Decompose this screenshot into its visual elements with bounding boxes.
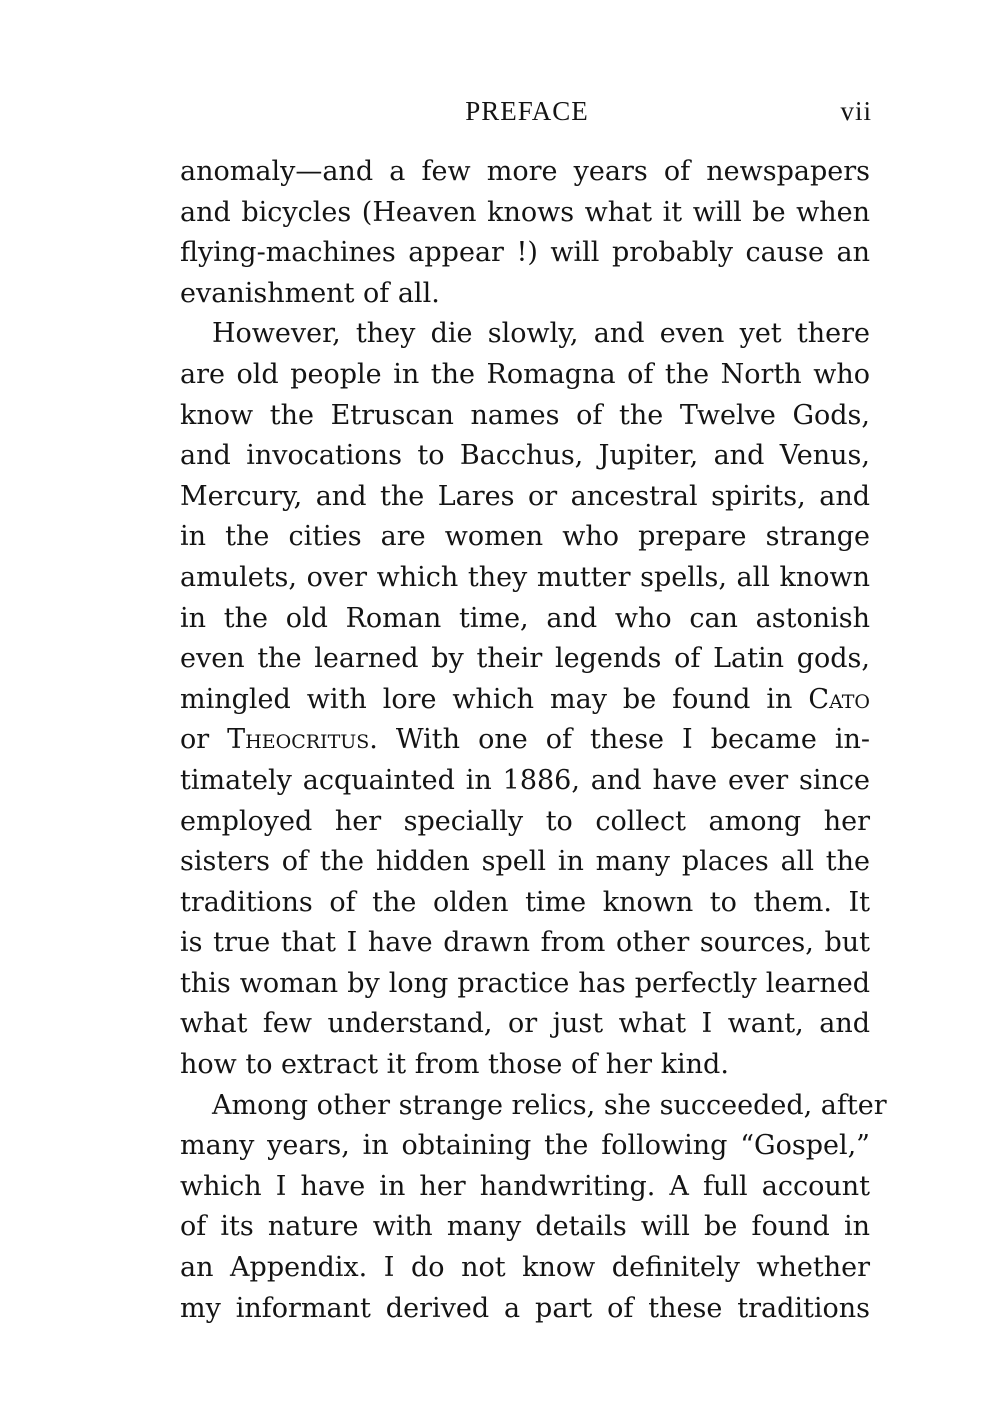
text-line: know the Etruscan names of the Twelve Gods, bbox=[180, 399, 870, 431]
text-line bbox=[180, 720, 870, 761]
text-line: traditions of the olden time known to them. It bbox=[180, 886, 870, 918]
running-header bbox=[180, 88, 874, 128]
text-line: of its nature with many details will be found in bbox=[180, 1211, 870, 1243]
author-name-cato: ato bbox=[829, 683, 870, 715]
text-line: an Appendix. I do not know definitely whether bbox=[180, 1252, 870, 1284]
text-line: even the learned by their legends of Latin gods, bbox=[180, 643, 870, 675]
text-line: is true that I have drawn from other sources, but bbox=[180, 927, 870, 959]
text-line: and invocations to Bacchus, Jupiter, and Venus, bbox=[180, 440, 870, 472]
text-line-start: or T bbox=[180, 724, 246, 756]
text-line: anomaly—and a few more years of newspapers bbox=[180, 156, 870, 187]
text-line: this woman by long practice has perfectly learned bbox=[180, 967, 870, 999]
paragraph-3 bbox=[180, 1086, 887, 1330]
text-line: amulets, over which they mutter spells, all known bbox=[180, 561, 870, 593]
text-line: and bicycles (Heaven knows what it will be when bbox=[180, 196, 870, 228]
text-line: my informant derived a part of these traditions bbox=[180, 1292, 870, 1324]
paragraph-1 bbox=[180, 152, 870, 314]
page-title: PREFACE bbox=[465, 96, 589, 126]
text-line: how to extract it from those of her kind. bbox=[180, 1049, 729, 1081]
text-line: in the old Roman time, and who can astonish bbox=[180, 602, 870, 634]
text-line: which I have in her handwriting. A full account bbox=[180, 1170, 870, 1202]
author-name-theocritus: heocritus bbox=[245, 724, 370, 756]
text-line: employed her specially to collect among her bbox=[180, 805, 870, 837]
text-line: sisters of the hidden spell in many places all the bbox=[180, 846, 870, 878]
body-text bbox=[180, 152, 887, 1329]
text-line: However, they die slowly, and even yet there bbox=[212, 318, 870, 350]
text-line: are old people in the Romagna of the North who bbox=[180, 358, 870, 390]
page-number: vii bbox=[840, 96, 872, 126]
text-line: Mercury, and the Lares or ancestral spirits, and bbox=[180, 480, 870, 512]
text-line: in the cities are women who prepare strange bbox=[180, 521, 870, 553]
text-line: Among other strange relics, she succeeded, after bbox=[212, 1089, 887, 1121]
paragraph-2 bbox=[180, 314, 870, 1085]
text-line: what few understand, or just what I want, and bbox=[180, 1008, 870, 1040]
text-line: timately acquainted in 1886, and have ever since bbox=[180, 764, 870, 796]
text-line-start: mingled with lore which may be found in C bbox=[180, 683, 830, 715]
text-line: evanishment of all. bbox=[180, 277, 440, 309]
text-line bbox=[180, 680, 870, 721]
text-line-rest: . With one of these I became in- bbox=[369, 724, 870, 756]
text-line: many years, in obtaining the following “Gospel,” bbox=[180, 1130, 870, 1162]
text-line: flying-machines appear !) will probably cause an bbox=[180, 237, 870, 269]
